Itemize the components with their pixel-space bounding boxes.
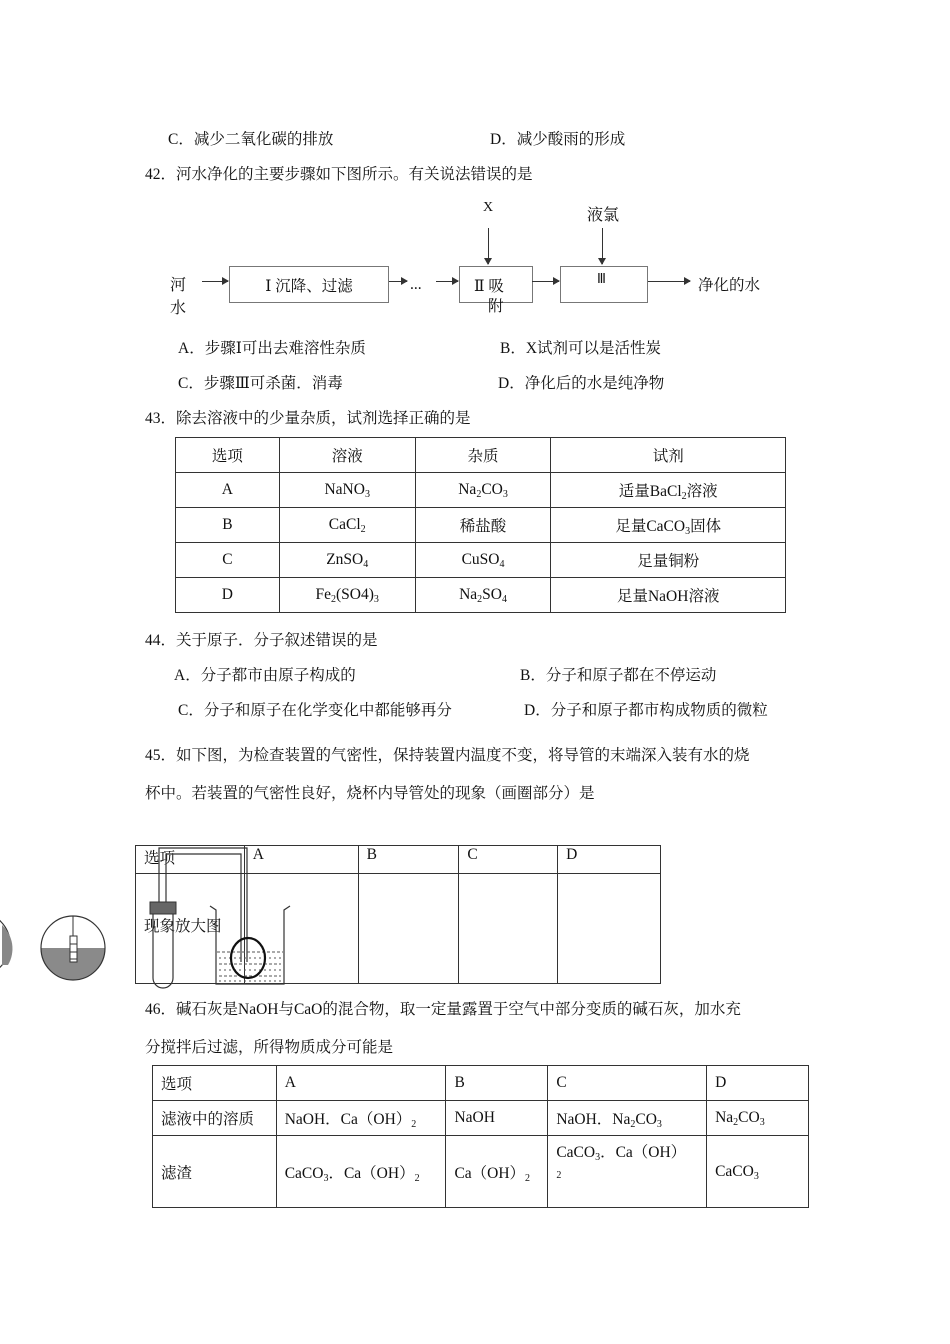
header-cell: A: [244, 846, 358, 874]
reagent-chlorine-label: 液氯: [587, 205, 620, 224]
table-row: [153, 1101, 809, 1136]
table-cell: B: [176, 508, 280, 543]
table-cell: C: [176, 543, 280, 578]
table-cell: ZnSO$_4$: [279, 543, 415, 578]
table-cell: 稀盐酸: [415, 508, 551, 543]
table-cell: D: [176, 578, 280, 613]
table-cell: $Ca(OH)_2$: [446, 1136, 548, 1208]
table-cell: NaNO$_3$: [279, 473, 415, 508]
apparatus-illustration: [0, 840, 300, 990]
table-cell: CaCO$_3$: [707, 1136, 809, 1208]
table-cell: [558, 874, 661, 984]
header-cell: 选项: [176, 438, 280, 473]
table-cell: $Na_2CO_3$: [707, 1101, 809, 1136]
table-header-row: [176, 438, 786, 473]
table-cell: 足量CaCO$_3$固体: [551, 508, 786, 543]
header-cell: 试剂: [551, 438, 786, 473]
table-cell: $Na_2SO_4$: [415, 578, 551, 613]
q42-option-a: A．步骤Ⅰ可出去难溶性杂质: [178, 340, 366, 357]
table-cell: $Na_2CO_3$: [415, 473, 551, 508]
q45-stem-line2: 杯中。若装置的气密性良好，烧杯内导管处的现象（画圈部分）是: [145, 785, 595, 802]
beaker-icon: [210, 906, 290, 984]
q46-table: [152, 1065, 809, 1208]
table-cell: CaCO$_3$．$Ca(OH)_2$: [276, 1136, 446, 1208]
header-cell: D: [558, 846, 661, 874]
table-cell: [459, 874, 558, 984]
q43-stem: 43．除去溶液中的少量杂质，试剂选择正确的是: [145, 410, 471, 427]
table-cell: $Fe_2(SO4)_3$: [279, 578, 415, 613]
header-cell: C: [459, 846, 558, 874]
header-cell: 溶液: [279, 438, 415, 473]
table-row: [176, 508, 786, 543]
arrow-down-icon: [488, 228, 489, 264]
header-cell: B: [358, 846, 459, 874]
header-cell: 杂质: [415, 438, 551, 473]
magnified-view-icon: [41, 916, 105, 980]
step2-label-line1: Ⅱ 吸: [474, 278, 504, 295]
table-header-row: [153, 1066, 809, 1101]
table-cell: CaCO$_3$．Ca（OH） $_2$: [548, 1136, 707, 1208]
arrow-down-icon: [602, 228, 603, 264]
q46-stem-line1: 46．碱石灰是NaOH与CaO的混合物，取一定量露置于空气中部分变质的碱石灰，加水充: [145, 1001, 741, 1018]
header-cell: B: [446, 1066, 548, 1101]
step1-box: [229, 266, 389, 303]
arrow-right-icon: [389, 281, 407, 282]
q42-option-b: B．X试剂可以是活性炭: [500, 340, 662, 357]
q44-option-a: A．分子都市由原子构成的: [174, 667, 356, 684]
step2-label-line2: 附: [488, 298, 504, 315]
arrow-right-icon: [648, 281, 690, 282]
diagram-input-line1: 河: [170, 275, 187, 294]
q44-option-d: D．分子和原子都市构成物质的微粒: [524, 702, 768, 719]
table-cell: [358, 874, 459, 984]
table-cell: CuSO$_4$: [415, 543, 551, 578]
row-label: 滤渣: [153, 1136, 277, 1208]
q45-stem-line1: 45．如下图，为检查装置的气密性，保持装置内温度不变，将导管的末端深入装有水的烧: [145, 747, 750, 764]
table-cell: 适量BaCl$_2$溶液: [551, 473, 786, 508]
step1-label: Ⅰ 沉降、过滤: [265, 277, 353, 295]
table-cell: CaCl$_2$: [279, 508, 415, 543]
table-cell: A: [176, 473, 280, 508]
header-cell: C: [548, 1066, 707, 1101]
q42-option-c: C．步骤Ⅲ可杀菌．消毒: [178, 375, 343, 392]
test-tube-icon: [150, 902, 176, 988]
diagram-output: 净化的水: [698, 277, 761, 294]
table-cell: 足量NaOH溶液: [551, 578, 786, 613]
table-cell: NaOH: [446, 1101, 548, 1136]
row-label: 现象放大图: [136, 874, 245, 984]
table-row: [153, 1136, 809, 1208]
diagram-input-line2: 水: [170, 298, 187, 317]
q43-table: [175, 437, 786, 613]
row-label: 滤液中的溶质: [153, 1101, 277, 1136]
table-cell: NaOH．$Na_2CO_3$: [548, 1101, 707, 1136]
table-row: [176, 578, 786, 613]
table-cell: 足量铜粉: [551, 543, 786, 578]
reagent-x-label: X: [483, 200, 494, 215]
q41-option-c: C．减少二氧化碳的排放: [168, 131, 334, 148]
q41-option-d: D．减少酸雨的形成: [490, 131, 626, 148]
q44-option-c: C．分子和原子在化学变化中都能够再分: [178, 702, 452, 719]
header-cell: 选项: [136, 846, 245, 874]
diagram-ellipsis: ...: [410, 276, 422, 293]
step3-label: Ⅲ: [597, 272, 606, 287]
header-cell: D: [707, 1066, 809, 1101]
arrow-right-icon: [436, 281, 458, 282]
q42-option-d: D．净化后的水是纯净物: [498, 375, 665, 392]
magnified-view-icon: [0, 912, 12, 976]
table-row: [176, 543, 786, 578]
table-cell: NaOH．$Ca(OH)_2$: [276, 1101, 446, 1136]
header-cell: 选项: [153, 1066, 277, 1101]
table-row: [176, 473, 786, 508]
arrow-right-icon: [202, 281, 228, 282]
q42-stem: 42．河水净化的主要步骤如下图所示。有关说法错误的是: [145, 166, 533, 183]
arrow-right-icon: [532, 281, 559, 282]
q46-stem-line2: 分搅拌后过滤，所得物质成分可能是: [145, 1039, 394, 1056]
q44-option-b: B．分子和原子都在不停运动: [520, 667, 717, 684]
header-cell: A: [276, 1066, 446, 1101]
q44-stem: 44．关于原子．分子叙述错误的是: [145, 632, 378, 649]
